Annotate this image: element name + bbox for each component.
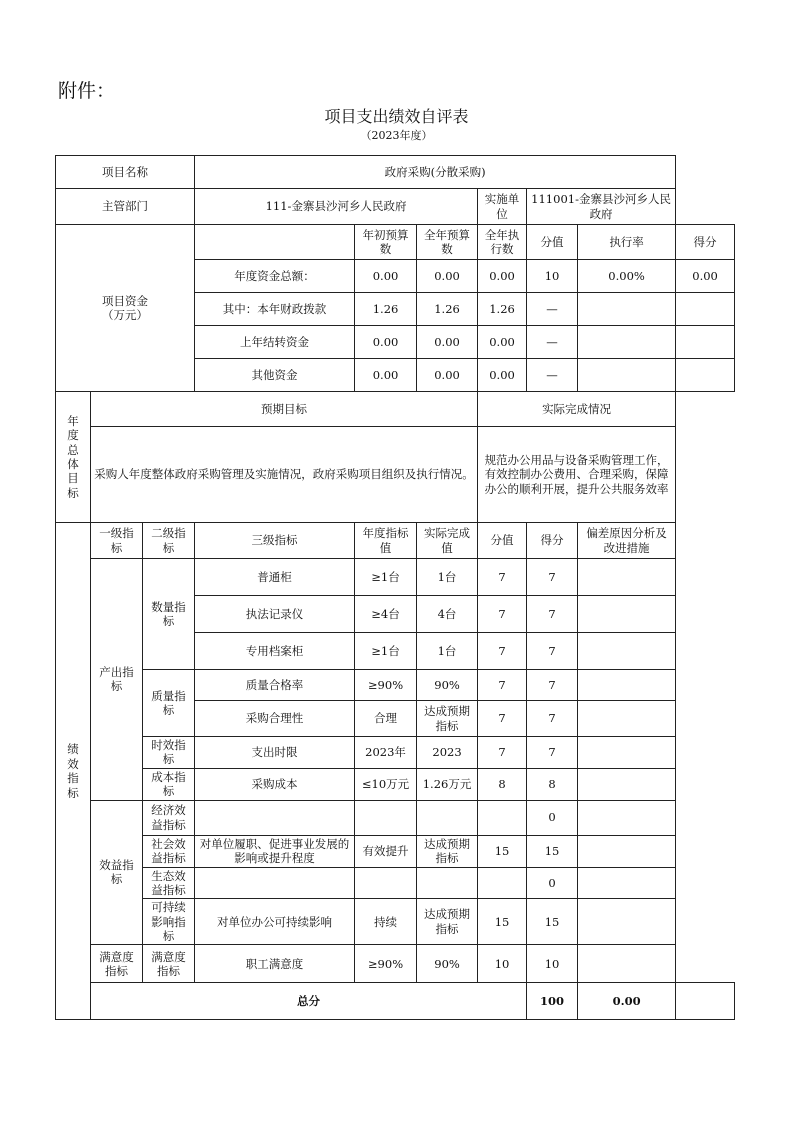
actual-completion-text: 规范办公用品与设备采购管理工作，有效控制办公费用、合理采购，保障办公的顺利开展，提升公共服务效率 [478, 427, 676, 523]
perf-actual: 达成预期指标 [417, 835, 478, 867]
perf-l3: 职工满意度 [195, 945, 355, 983]
funds-cell: 0.00 [355, 326, 417, 359]
funds-header-0: 年初预算数 [355, 225, 417, 260]
perf-actual: 90% [417, 945, 478, 983]
perf-actual [417, 867, 478, 899]
perf-l3: 普通柜 [195, 559, 355, 596]
perf-note [578, 737, 676, 769]
funds-cell: 1.26 [478, 293, 527, 326]
funds-cell: — [527, 293, 578, 326]
level2-quantity: 数量指标 [143, 559, 195, 670]
level2-ecological: 生态效益指标 [143, 867, 195, 899]
perf-actual: 90% [417, 670, 478, 701]
funds-cell [676, 293, 735, 326]
perf-score: 15 [527, 899, 578, 945]
level2-cost: 成本指标 [143, 768, 195, 800]
funds-cell: 0.00 [417, 260, 478, 293]
annual-goals-label: 年 度 总 体 目 标 [56, 392, 91, 523]
perf-score-max: 7 [478, 596, 527, 633]
perf-l3: 专用档案柜 [195, 633, 355, 670]
funds-cell: — [527, 326, 578, 359]
funds-header-3: 分值 [527, 225, 578, 260]
perf-score-max: 7 [478, 737, 527, 769]
impl-unit-label: 实施单位 [478, 189, 527, 225]
funds-cell [676, 326, 735, 359]
perf-score-max: 7 [478, 559, 527, 596]
perf-note [578, 596, 676, 633]
perf-target: 持续 [355, 899, 417, 945]
funds-header-4: 执行率 [578, 225, 676, 260]
funds-cell: 0.00% [578, 260, 676, 293]
perf-note [578, 899, 676, 945]
funds-row-name: 其他资金 [195, 359, 355, 392]
perf-target: ≥1台 [355, 559, 417, 596]
total-score: 0.00 [578, 983, 676, 1020]
evaluation-table [55, 155, 735, 1020]
perf-score-max: 7 [478, 633, 527, 670]
perf-note [578, 633, 676, 670]
level2-quality: 质量指标 [143, 670, 195, 737]
project-name-label: 项目名称 [56, 156, 195, 189]
perf-note [578, 701, 676, 737]
attachment-label: 附件： [58, 80, 116, 102]
perf-actual: 1台 [417, 559, 478, 596]
funds-cell: 0.00 [478, 359, 527, 392]
perf-target: 合理 [355, 701, 417, 737]
page-title: 项目支出绩效自评表 [324, 107, 469, 126]
level2-satisfaction: 满意度指标 [143, 945, 195, 983]
perf-target: ≥1台 [355, 633, 417, 670]
perf-score: 7 [527, 559, 578, 596]
total-score-max: 100 [527, 983, 578, 1020]
perf-score: 10 [527, 945, 578, 983]
level1-benefit: 效益指标 [91, 800, 143, 945]
funds-row-name: 年度资金总额： [195, 260, 355, 293]
funds-cell: 0.00 [417, 359, 478, 392]
actual-completion-header: 实际完成情况 [478, 392, 676, 427]
funds-cell [676, 359, 735, 392]
perf-l3: 对单位履职、促进事业发展的影响或提升程度 [195, 835, 355, 867]
perf-score: 7 [527, 670, 578, 701]
perf-score-max: 10 [478, 945, 527, 983]
funds-cell: 0.00 [417, 326, 478, 359]
perf-target: ≥4台 [355, 596, 417, 633]
perf-score: 8 [527, 768, 578, 800]
perf-actual: 1台 [417, 633, 478, 670]
perf-actual: 2023 [417, 737, 478, 769]
perf-score: 0 [527, 867, 578, 899]
perf-header-2: 三级指标 [195, 523, 355, 559]
funds-header-1: 全年预算数 [417, 225, 478, 260]
perf-header-6: 得分 [527, 523, 578, 559]
expected-goal-header: 预期目标 [91, 392, 478, 427]
funds-cell: 1.26 [417, 293, 478, 326]
funds-cell [578, 293, 676, 326]
perf-header-0: 一级指标 [91, 523, 143, 559]
perf-note [578, 835, 676, 867]
perf-header-7: 偏差原因分析及改进措施 [578, 523, 676, 559]
funds-cell: — [527, 359, 578, 392]
perf-target [355, 867, 417, 899]
perf-score: 15 [527, 835, 578, 867]
expected-goal-text: 采购人年度整体政府采购管理及实施情况，政府采购项目组织及执行情况。 [91, 427, 478, 523]
perf-header-5: 分值 [478, 523, 527, 559]
perf-score-max: 7 [478, 670, 527, 701]
funds-row-name: 其中：本年财政拨款 [195, 293, 355, 326]
level2-social: 社会效益指标 [143, 835, 195, 867]
funds-cell: 0.00 [478, 326, 527, 359]
funds-cell: 1.26 [355, 293, 417, 326]
perf-actual: 4台 [417, 596, 478, 633]
perf-score-max [478, 800, 527, 835]
perf-l3: 对单位办公可持续影响 [195, 899, 355, 945]
funds-header-2: 全年执行数 [478, 225, 527, 260]
perf-target: ≤10万元 [355, 768, 417, 800]
funds-cell: 0.00 [478, 260, 527, 293]
perf-l3 [195, 800, 355, 835]
perf-target [355, 800, 417, 835]
funds-label: 项目资金 （万元） [56, 225, 195, 392]
perf-note [578, 768, 676, 800]
level1-output: 产出指标 [91, 559, 143, 801]
perf-target: ≥90% [355, 670, 417, 701]
perf-score-max: 15 [478, 835, 527, 867]
perf-actual [417, 800, 478, 835]
perf-score: 0 [527, 800, 578, 835]
funds-header-5: 得分 [676, 225, 735, 260]
funds-cell: 0.00 [676, 260, 735, 293]
perf-l3: 采购合理性 [195, 701, 355, 737]
perf-note [578, 559, 676, 596]
project-name-value: 政府采购(分散采购) [195, 156, 676, 189]
perf-score-max: 15 [478, 899, 527, 945]
perf-l3 [195, 867, 355, 899]
perf-target: ≥90% [355, 945, 417, 983]
funds-cell: 10 [527, 260, 578, 293]
perf-note [578, 670, 676, 701]
perf-actual: 1.26万元 [417, 768, 478, 800]
impl-unit-value: 111001-金寨县沙河乡人民政府 [527, 189, 676, 225]
perf-score-max: 8 [478, 768, 527, 800]
level2-sustainable: 可持续影响指标 [143, 899, 195, 945]
page-subtitle: （2023年度） [360, 129, 433, 142]
funds-row-name: 上年结转资金 [195, 326, 355, 359]
perf-header-3: 年度指标值 [355, 523, 417, 559]
level2-economic: 经济效益指标 [143, 800, 195, 835]
performance-label: 绩 效 指 标 [56, 523, 91, 1020]
funds-cell [578, 359, 676, 392]
perf-l3: 支出时限 [195, 737, 355, 769]
perf-header-4: 实际完成值 [417, 523, 478, 559]
level1-satisfaction: 满意度指标 [91, 945, 143, 983]
perf-l3: 执法记录仪 [195, 596, 355, 633]
perf-score: 7 [527, 737, 578, 769]
perf-header-1: 二级指标 [143, 523, 195, 559]
level2-time: 时效指标 [143, 737, 195, 769]
perf-l3: 质量合格率 [195, 670, 355, 701]
perf-actual: 达成预期指标 [417, 701, 478, 737]
total-note [676, 983, 735, 1020]
perf-score-max: 7 [478, 701, 527, 737]
department-value: 111-金寨县沙河乡人民政府 [195, 189, 478, 225]
funds-cell: 0.00 [355, 359, 417, 392]
perf-target: 有效提升 [355, 835, 417, 867]
department-label: 主管部门 [56, 189, 195, 225]
perf-score: 7 [527, 596, 578, 633]
perf-target: 2023年 [355, 737, 417, 769]
funds-cell [578, 326, 676, 359]
funds-header-blank [195, 225, 355, 260]
total-label: 总分 [91, 983, 527, 1020]
perf-score: 7 [527, 701, 578, 737]
perf-score-max [478, 867, 527, 899]
perf-note [578, 867, 676, 899]
funds-cell: 0.00 [355, 260, 417, 293]
perf-score: 7 [527, 633, 578, 670]
perf-actual: 达成预期指标 [417, 899, 478, 945]
perf-note [578, 945, 676, 983]
perf-note [578, 800, 676, 835]
perf-l3: 采购成本 [195, 768, 355, 800]
